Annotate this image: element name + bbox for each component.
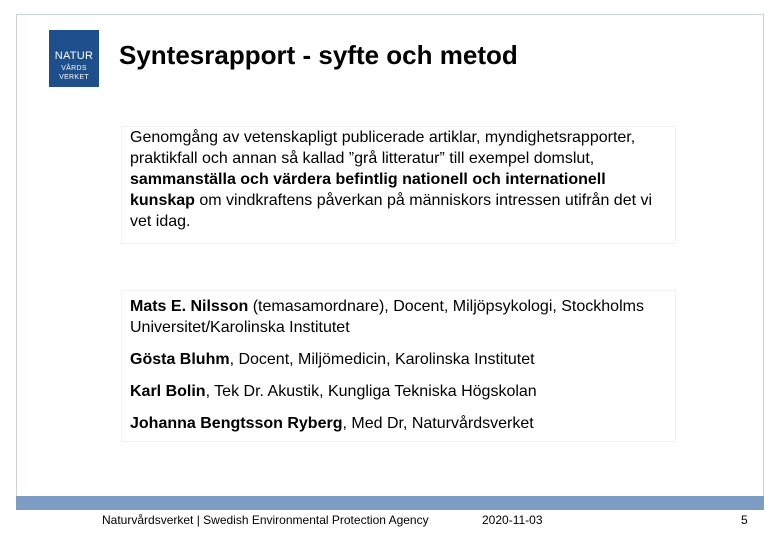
author-details: , Docent, Miljömedicin, Karolinska Institutet (229, 351, 535, 368)
intro-paragraph (130, 127, 675, 232)
author-name: Karl Bolin (130, 383, 206, 400)
logo-line-2: VÅRDS (61, 65, 87, 72)
author-entry (130, 413, 675, 434)
author-name: Gösta Bluhm (130, 351, 230, 368)
footer-organization: Naturvårdsverket | Swedish Environmental Protection Agency (102, 513, 429, 527)
footer-page-number: 5 (741, 513, 748, 527)
author-entry (130, 381, 675, 402)
author-details: , Tek Dr. Akustik, Kungliga Tekniska Högskolan (205, 383, 537, 400)
author-details: (temasamordnare), Docent, Miljöpsykologi, Stockholms Universitet/Karolinska Institutet (130, 298, 644, 336)
logo-line-1: NATUR (54, 50, 94, 62)
author-name: Mats E. Nilsson (130, 298, 249, 315)
footer-date: 2020-11-03 (482, 513, 543, 527)
author-details: , Med Dr, Naturvårdsverket (342, 415, 534, 432)
intro-lead: Genomgång av vetenskapligt publicerade artiklar, myndighetsrapporter, praktikfall och annan så kallad ”grå litteratur” till exempel domslut, (130, 129, 636, 167)
footer-bar (16, 496, 764, 510)
authors-text-box (122, 291, 675, 441)
author-name: Johanna Bengtsson Ryberg (130, 415, 343, 432)
naturvardsverket-logo (49, 30, 99, 87)
intro-text-box (122, 127, 675, 243)
author-entry (130, 349, 675, 370)
intro-tail: om vindkraftens påverkan på människors intressen utifrån det vi vet idag. (130, 192, 653, 230)
author-entry (130, 296, 675, 338)
intro-bold: sammanställa och värdera befintlig nationell och internationell kunskap (130, 171, 606, 209)
logo-line-3: VERKET (59, 74, 89, 81)
slide-title: Syntesrapport - syfte och metod (119, 40, 518, 70)
